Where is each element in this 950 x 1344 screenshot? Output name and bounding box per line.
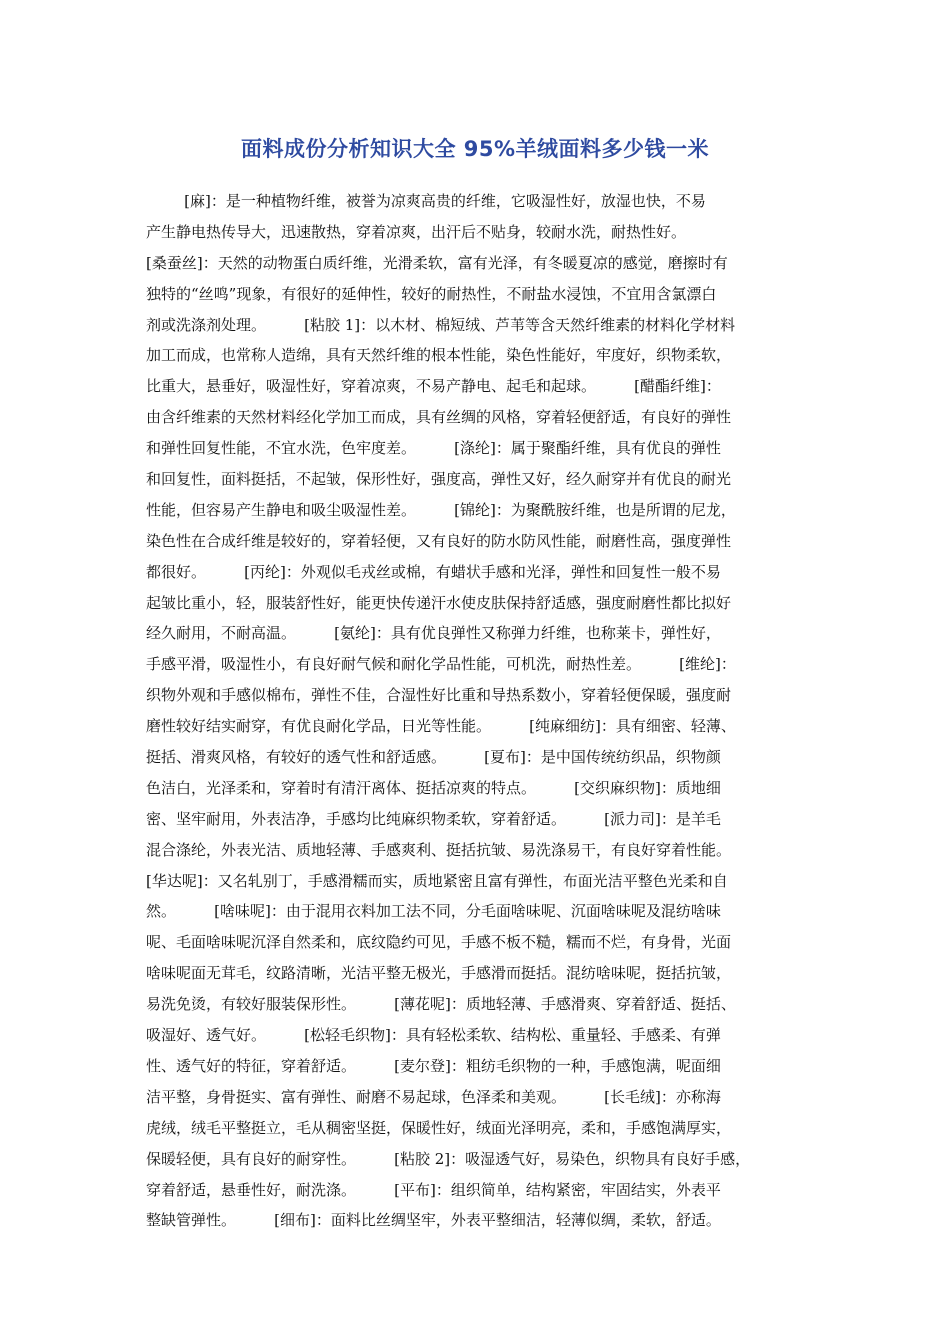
text-line: 产生静电热传导大，迅速散热，穿着凉爽，出汗后不贴身，较耐水洗，耐热性好。 xyxy=(146,222,687,241)
text-line: 保暖轻便，具有良好的耐穿性。 [粘胶 2]：吸湿透气好，易染色，织物具有良好手感， xyxy=(146,1149,751,1168)
text-line: 经久耐用，不耐高温。 [氨纶]：具有优良弹性又称弹力纤维，也称莱卡，弹性好， xyxy=(146,624,721,643)
text-line: 性能，但容易产生静电和吸尘吸湿性差。 [锦纶]：为聚酰胺纤维，也是所谓的尼龙， xyxy=(146,500,736,519)
text-line: 密、坚牢耐用，外表洁净，手感均比纯麻织物柔软，穿着舒适。 [派力司]：是羊毛 xyxy=(146,809,721,828)
text-line: 整缺管弹性。 [细布]：面料比丝绸坚牢，外表平整细洁，轻薄似绸，柔软，舒适。 xyxy=(146,1211,721,1230)
text-line: 加工而成，也常称人造绵，具有天然纤维的根本性能，染色性能好，牢度好，织物柔软， xyxy=(146,346,732,365)
text-line: 都很好。 [丙纶]：外观似毛戎丝或棉，有蜡状手感和光泽，弹性和回复性一般不易 xyxy=(146,562,721,581)
text-line: [桑蚕丝]：天然的动物蛋白质纤维，光滑柔软，富有光泽，有冬暖夏凉的感觉，磨擦时有 xyxy=(146,253,728,272)
text-line: 和弹性回复性能，不宜水洗，色牢度差。 [涤纶]：属于聚酯纤维，具有优良的弹性 xyxy=(146,439,721,458)
text-line: 织物外观和手感似棉布，弹性不佳，合湿性好比重和导热系数小，穿着轻便保暖，强度耐 xyxy=(146,686,732,705)
document-body xyxy=(146,186,816,1236)
text-line: 染色性在合成纤维是较好的，穿着轻便，又有良好的防水防风性能，耐磨性高，强度弹性 xyxy=(146,531,732,550)
text-line: 然。 [啥味呢]：由于混用衣料加工法不同，分毛面啥味呢、沉面啥味呢及混纺啥味 xyxy=(146,902,721,921)
text-line: 比重大，悬垂好，吸湿性好，穿着凉爽，不易产静电、起毛和起球。 [醋酯纤维]： xyxy=(146,377,721,396)
document-title: 面料成份分析知识大全 95%羊绒面料多少钱一米 xyxy=(240,137,710,161)
text-line: 易洗免烫，有较好服装保形性。 [薄花呢]：质地轻薄、手感滑爽、穿着舒适、挺括、 xyxy=(146,995,736,1014)
text-line: [华达呢]：又名轧别丁，手感滑糯而实，质地紧密且富有弹性，布面光洁平整色光柔和自 xyxy=(146,871,728,890)
text-line: 色洁白，光泽柔和，穿着时有清汗离体、挺括凉爽的特点。 [交织麻织物]：质地细 xyxy=(146,778,721,797)
text-line: 呢、毛面啥味呢沉泽自然柔和，底纹隐约可见，手感不板不糙，糯而不烂，有身骨，光面 xyxy=(146,933,732,952)
text-line: 洁平整，身骨挺实、富有弹性、耐磨不易起球，色泽柔和美观。 [长毛绒]：亦称海 xyxy=(146,1087,721,1106)
text-line: 吸湿好、透气好。 [松轻毛织物]：具有轻松柔软、结构松、重量轻、手感柔、有弹 xyxy=(146,1026,721,1045)
text-line: 虎绒，绒毛平整挺立，毛从稠密坚挺，保暖性好，绒面光泽明亮，柔和，手感饱满厚实， xyxy=(146,1118,732,1137)
text-line: 啥味呢面无茸毛，纹路清晰，光洁平整无极光，手感滑而挺括。混纺啥味呢，挺括抗皱， xyxy=(146,964,732,983)
text-line: 穿着舒适，悬垂性好，耐洗涤。 [平布]：组织简单，结构紧密，牢固结实，外表平 xyxy=(146,1180,721,1199)
text-line: 独特的“丝鸣”现象，有很好的延伸性，较好的耐热性，不耐盐水浸蚀，不宜用含氯漂白 xyxy=(146,284,717,303)
text-line: 手感平滑，吸湿性小，有良好耐气候和耐化学品性能，可机洗，耐热性差。 [维纶]： xyxy=(146,655,736,674)
text-line: 磨性较好结实耐穿，有优良耐化学品，日光等性能。 [纯麻细纺]：具有细密、轻薄、 xyxy=(146,717,736,736)
text-line: 混合涤纶，外表光洁、质地轻薄、手感爽利、挺括抗皱、易洗涤易干，有良好穿着性能。 xyxy=(146,840,732,859)
text-line: [麻]：是一种植物纤维，被誉为凉爽高贵的纤维，它吸湿性好，放湿也快，不易 xyxy=(146,192,706,210)
text-line: 剂或洗涤剂处理。 [粘胶 1]：以木材、棉短绒、芦苇等含天然纤维素的材料化学材料 xyxy=(146,315,736,334)
text-line: 起皱比重小，轻，服装舒性好，能更快传递汗水使皮肤保持舒适感，强度耐磨性都比拟好 xyxy=(146,593,732,612)
text-line: 由含纤维素的天然材料经化学加工而成，具有丝绸的风格，穿着轻便舒适，有良好的弹性 xyxy=(146,408,732,427)
text-line: 性、透气好的特征，穿着舒适。 [麦尔登]：粗纺毛织物的一种，手感饱满，呢面细 xyxy=(146,1056,721,1075)
text-line: 和回复性，面料挺括，不起皱，保形性好，强度高，弹性又好，经久耐穿并有优良的耐光 xyxy=(146,470,732,489)
text-line: 挺括、滑爽风格，有较好的透气性和舒适感。 [夏布]：是中国传统纺织品，织物颜 xyxy=(146,748,721,767)
